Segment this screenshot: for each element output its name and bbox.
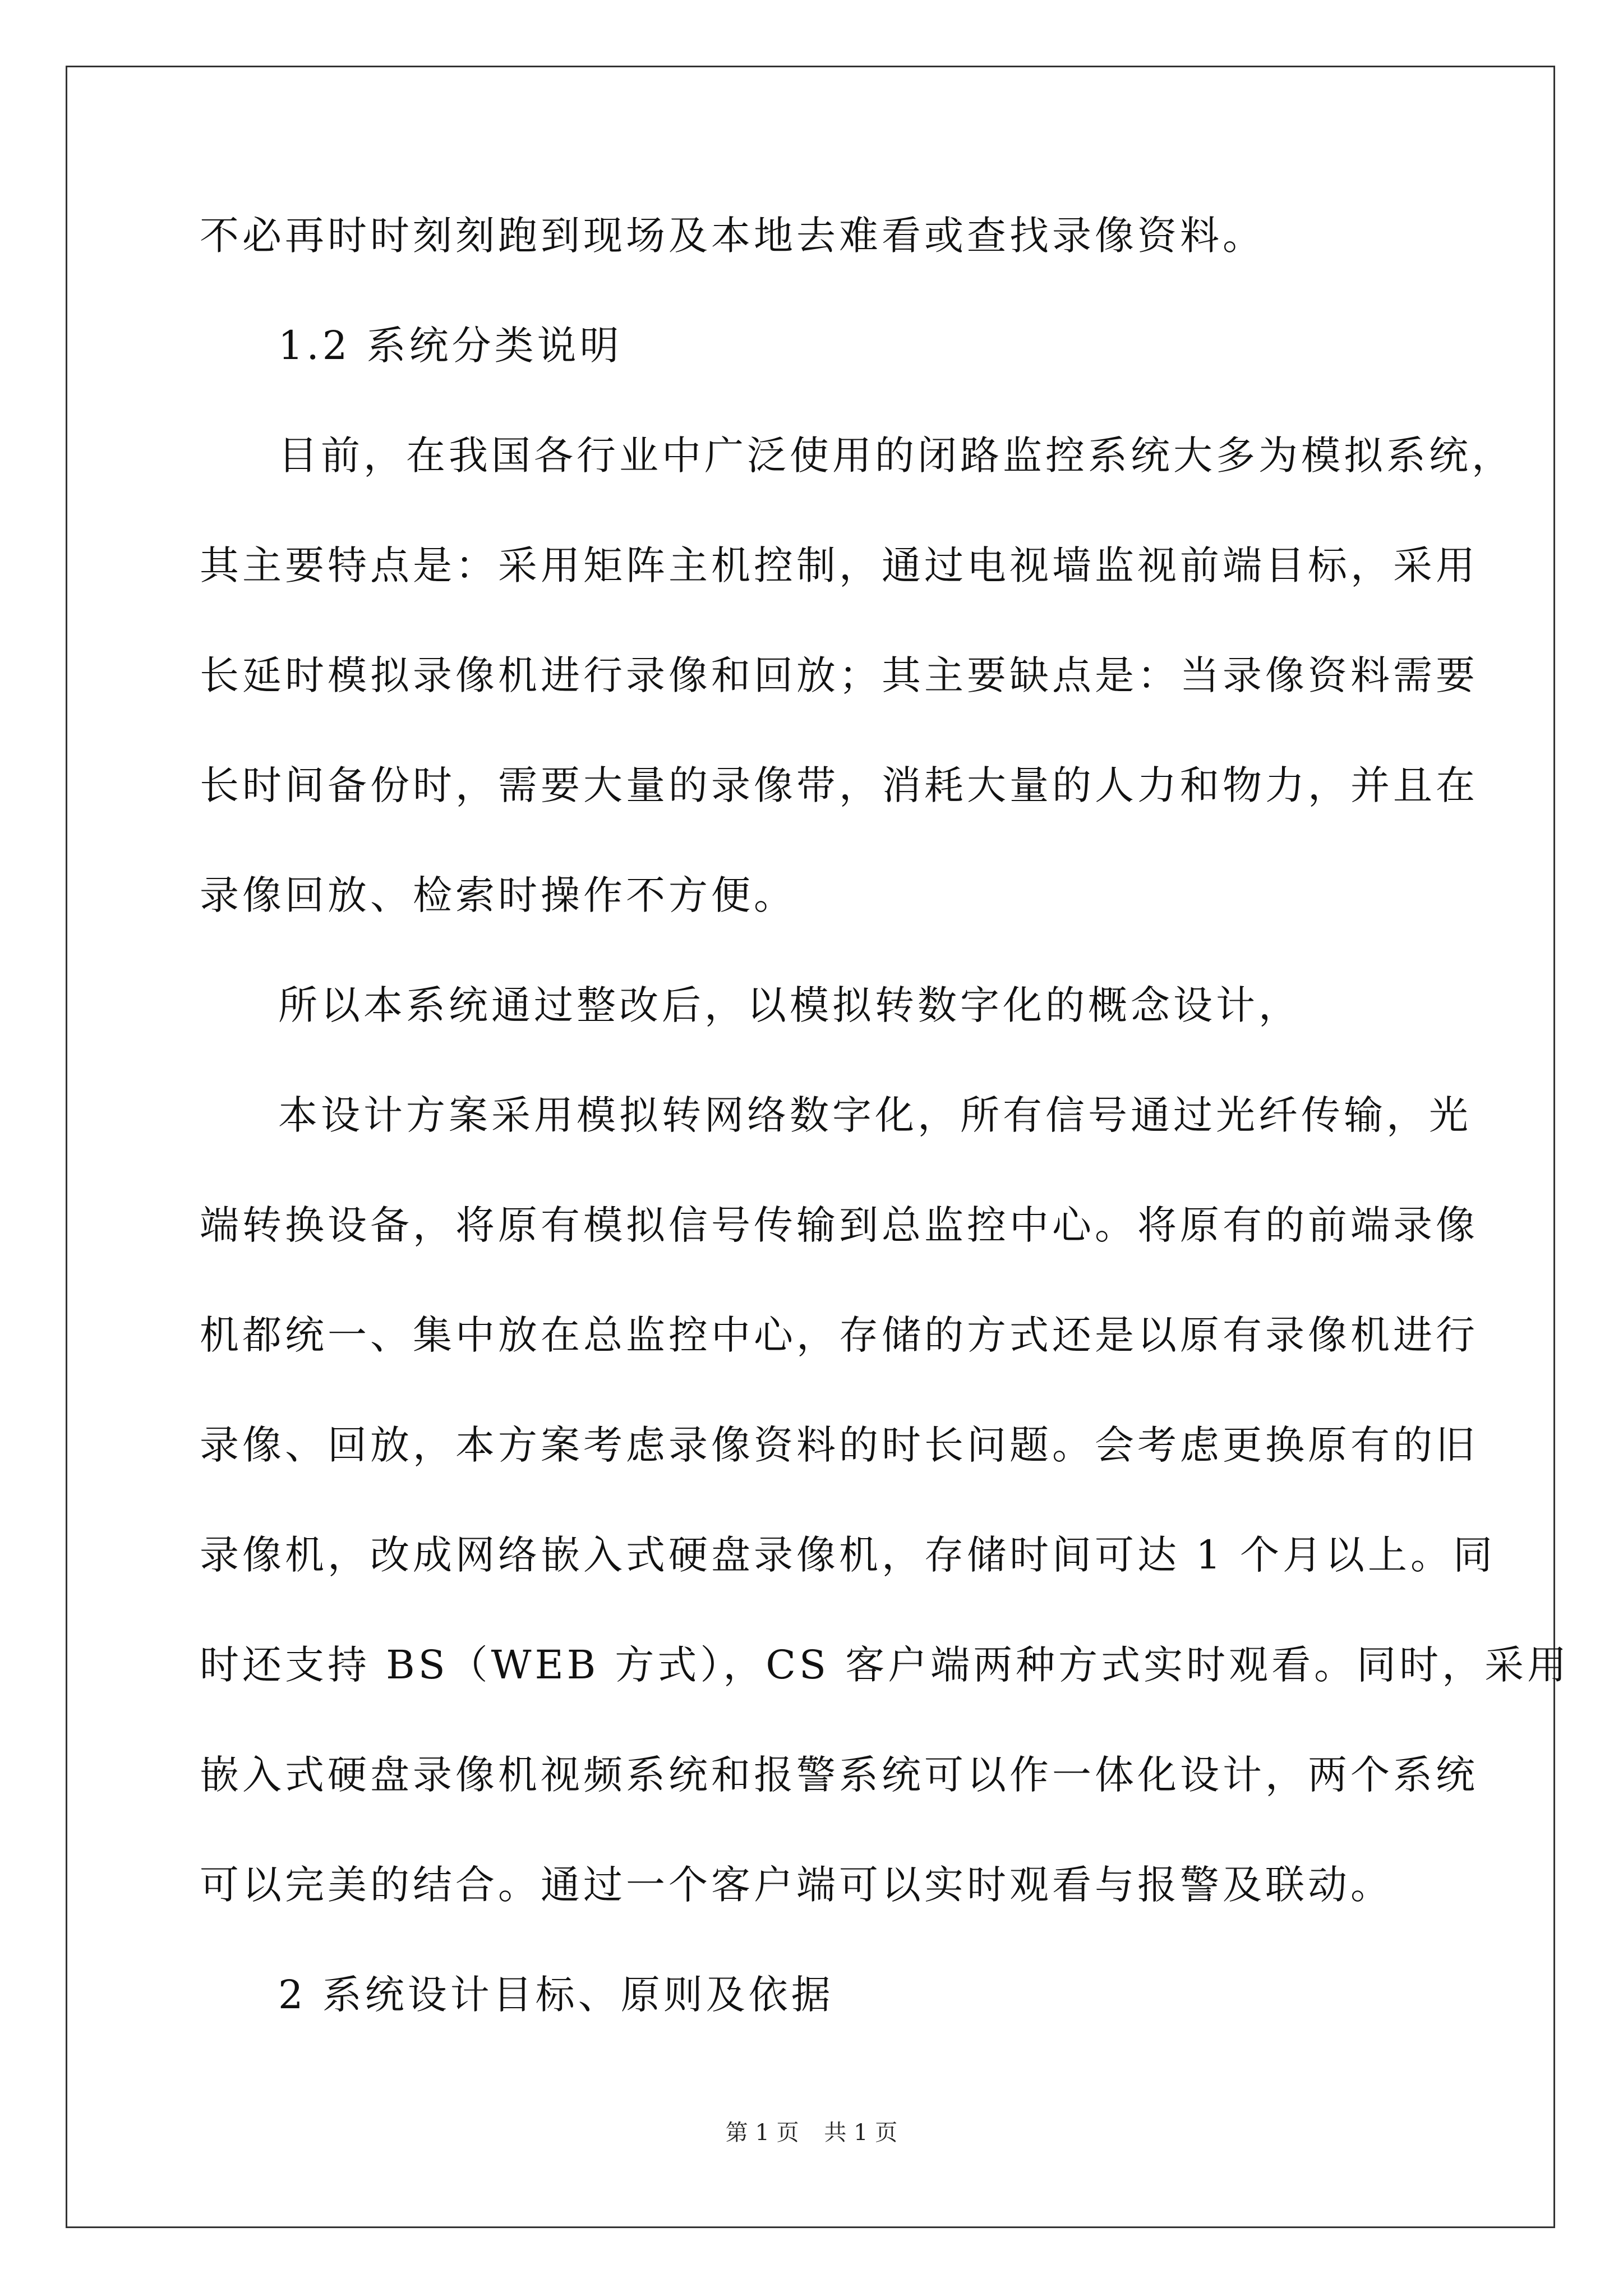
paragraph-line: 本设计方案采用模拟转网络数字化，所有信号通过光纤传输，光	[278, 1092, 1472, 1138]
paragraph-line: 所以本系统通过整改后，以模拟转数字化的概念设计，	[278, 982, 1301, 1028]
paragraph-line: 录像机，改成网络嵌入式硬盘录像机，存储时间可达 1 个月以上。同	[200, 1532, 1496, 1578]
paragraph-line: 端转换设备，将原有模拟信号传输到总监控中心。将原有的前端录像	[200, 1202, 1478, 1248]
section-heading: 2 系统设计目标、原则及依据	[278, 1972, 834, 2018]
paragraph-line: 不必再时时刻刻跑到现场及本地去难看或查找录像资料。	[200, 213, 1265, 259]
paragraph-line: 时还支持 BS（WEB 方式），CS 客户端两种方式实时观看。同时，采用	[200, 1642, 1570, 1688]
paragraph-line: 可以完美的结合。通过一个客户端可以实时观看与报警及联动。	[200, 1862, 1393, 1908]
paragraph-line: 其主要特点是：采用矩阵主机控制，通过电视墙监视前端目标，采用	[200, 542, 1478, 588]
paragraph-line: 录像回放、检索时操作不方便。	[200, 872, 796, 918]
paragraph-line: 长时间备份时，需要大量的录像带，消耗大量的人力和物力，并且在	[200, 762, 1478, 808]
paragraph-line: 长延时模拟录像机进行录像和回放；其主要缺点是：当录像资料需要	[200, 652, 1478, 698]
page-number: 第 1 页	[725, 2120, 799, 2146]
page-footer	[0, 2116, 1623, 2150]
paragraph-line: 目前，在我国各行业中广泛使用的闭路监控系统大多为模拟系统，	[278, 432, 1514, 478]
page-total: 共 1 页	[824, 2120, 898, 2146]
paragraph-line: 录像、回放，本方案考虑录像资料的时长问题。会考虑更换原有的旧	[200, 1422, 1478, 1468]
paragraph-line: 机都统一、集中放在总监控中心，存储的方式还是以原有录像机进行	[200, 1312, 1478, 1358]
paragraph-line: 嵌入式硬盘录像机视频系统和报警系统可以作一体化设计，两个系统	[200, 1752, 1478, 1798]
section-heading: 1.2 系统分类说明	[278, 323, 623, 369]
